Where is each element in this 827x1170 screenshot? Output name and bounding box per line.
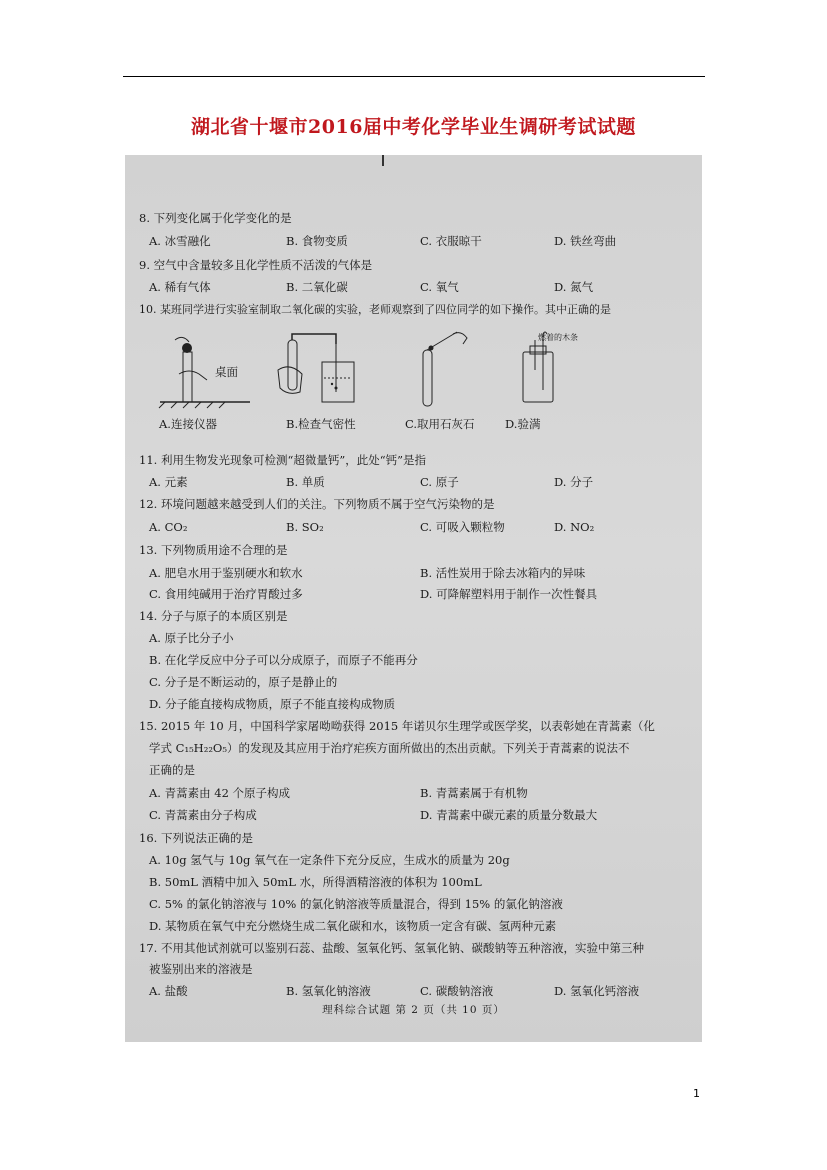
q14-option-c: C. 分子是不断运动的，原子是静止的 xyxy=(149,675,338,689)
q8-option-b: B. 食物变质 xyxy=(286,234,348,248)
q9-option-a: A. 稀有气体 xyxy=(149,280,211,294)
desk-label: 桌面 xyxy=(215,365,238,379)
q9-stem: 9. 空气中含量较多且化学性质不活泼的气体是 xyxy=(139,258,373,272)
q8-options xyxy=(139,234,699,248)
q17-stem-line2: 被鉴别出来的溶液是 xyxy=(149,962,253,976)
q12-option-a: A. CO₂ xyxy=(149,520,188,534)
q13-option-a: A. 肥皂水用于鉴别硬水和软水 xyxy=(149,566,303,580)
q13-option-b: B. 活性炭用于除去冰箱内的异味 xyxy=(420,566,586,580)
q10-options xyxy=(139,417,699,431)
q10-option-c: C.取用石灰石 xyxy=(405,417,475,431)
figure-c-limestone xyxy=(395,330,495,410)
q15-option-d: D. 青蒿素中碳元素的质量分数最大 xyxy=(420,808,598,822)
q13-option-c: C. 食用纯碱用于治疗胃酸过多 xyxy=(149,587,303,601)
q8-option-a: A. 冰雪融化 xyxy=(149,234,211,248)
q15-option-b: B. 青蒿素属于有机物 xyxy=(420,786,528,800)
q14-option-b: B. 在化学反应中分子可以分成原子，而原子不能再分 xyxy=(149,653,418,667)
q13-options-row1 xyxy=(139,566,699,580)
figure-b-airtightness xyxy=(270,330,370,410)
q9-option-b: B. 二氧化碳 xyxy=(286,280,348,294)
q10-figures xyxy=(155,330,675,430)
q13-option-d: D. 可降解塑料用于制作一次性餐具 xyxy=(420,587,598,601)
q8-option-d: D. 铁丝弯曲 xyxy=(554,234,617,248)
q15-stem-line1: 15. 2015 年 10 月，中国科学家屠呦呦获得 2015 年诺贝尔生理学或医学奖，以表彰她在青蒿素（化 xyxy=(139,719,655,733)
q9-option-d: D. 氮气 xyxy=(554,280,594,294)
q13-options-row2 xyxy=(139,587,699,601)
q12-options xyxy=(139,520,699,534)
q16-stem: 16. 下列说法正确的是 xyxy=(139,831,253,845)
q10-option-b: B.检查气密性 xyxy=(286,417,356,431)
q12-option-b: B. SO₂ xyxy=(286,520,324,534)
q10-option-d: D.验满 xyxy=(505,417,541,431)
q14-option-a: A. 原子比分子小 xyxy=(149,631,234,645)
page-number: 1 xyxy=(693,1087,700,1100)
q10-stem: 10. 某班同学进行实验室制取二氧化碳的实验，老师观察到了四位同学的如下操作。其中正确的是 xyxy=(139,303,611,316)
q12-stem: 12. 环境问题越来越受到人们的关注。下列物质不属于空气污染物的是 xyxy=(139,497,495,511)
figure-a-connecting xyxy=(155,330,255,410)
q8-option-c: C. 衣服晾干 xyxy=(420,234,482,248)
q16-option-d: D. 某物质在氧气中充分燃烧生成二氧化碳和水，该物质一定含有碳、氢两种元素 xyxy=(149,919,557,933)
q9-options xyxy=(139,280,699,294)
q15-option-c: C. 青蒿素由分子构成 xyxy=(149,808,257,822)
q11-option-c: C. 原子 xyxy=(420,475,459,489)
q14-stem: 14. 分子与原子的本质区别是 xyxy=(139,609,288,623)
q17-options xyxy=(139,984,699,998)
q17-option-b: B. 氢氧化钠溶液 xyxy=(286,984,371,998)
q17-option-d: D. 氢氧化钙溶液 xyxy=(554,984,640,998)
q12-option-c: C. 可吸入颗粒物 xyxy=(420,520,505,534)
q14-option-d: D. 分子能直接构成物质，原子不能直接构成物质 xyxy=(149,697,396,711)
q15-stem-line3: 正确的是 xyxy=(149,763,195,777)
q10-option-a: A.连接仪器 xyxy=(159,417,217,431)
q11-option-d: D. 分子 xyxy=(554,475,594,489)
q17-stem-line1: 17. 不用其他试剂就可以鉴别石蕊、盐酸、氢氧化钙、氢氧化钠、碳酸钠等五种溶液，实验中第三种 xyxy=(139,941,644,955)
q16-option-b: B. 50mL 酒精中加入 50mL 水，所得酒精溶液的体积为 100mL xyxy=(149,875,482,889)
document-title: 湖北省十堰市2016届中考化学毕业生调研考试试题 xyxy=(191,116,636,138)
q11-stem: 11. 利用生物发光现象可检测“超微量钙”，此处“钙”是指 xyxy=(139,453,426,467)
test-tube-icon xyxy=(395,330,495,410)
binding-mark xyxy=(382,155,384,166)
q15-stem-line2: 学式 C₁₅H₂₂O₅）的发现及其应用于治疗疟疾方面所做出的杰出贡献。下列关于青蒿素的说法不 xyxy=(149,741,630,755)
q11-option-a: A. 元素 xyxy=(149,475,188,489)
q16-option-a: A. 10g 氢气与 10g 氧气在一定条件下充分反应，生成水的质量为 20g xyxy=(149,853,510,867)
q8-stem: 8. 下列变化属于化学变化的是 xyxy=(139,211,292,225)
scanned-exam-page xyxy=(125,155,702,1042)
scan-footer: 理科综合试题 第 2 页（共 10 页） xyxy=(322,1004,505,1016)
q11-options xyxy=(139,475,699,489)
q15-option-a: A. 青蒿素由 42 个原子构成 xyxy=(149,786,291,800)
q13-stem: 13. 下列物质用途不合理的是 xyxy=(139,543,288,557)
q15-options-row2 xyxy=(139,808,699,822)
airtightness-icon xyxy=(270,330,370,410)
q15-options-row1 xyxy=(139,786,699,800)
q17-option-c: C. 碳酸钠溶液 xyxy=(420,984,494,998)
q16-option-c: C. 5% 的氯化钠溶液与 10% 的氯化钠溶液等质量混合，得到 15% 的氯化钠溶液 xyxy=(149,897,563,911)
q9-option-c: C. 氧气 xyxy=(420,280,459,294)
header-rule xyxy=(123,76,705,77)
q12-option-d: D. NO₂ xyxy=(554,520,595,534)
q11-option-b: B. 单质 xyxy=(286,475,325,489)
q17-option-a: A. 盐酸 xyxy=(149,984,188,998)
burning-splint-label: 燃着的木条 xyxy=(538,333,578,342)
apparatus-icon xyxy=(155,330,255,410)
